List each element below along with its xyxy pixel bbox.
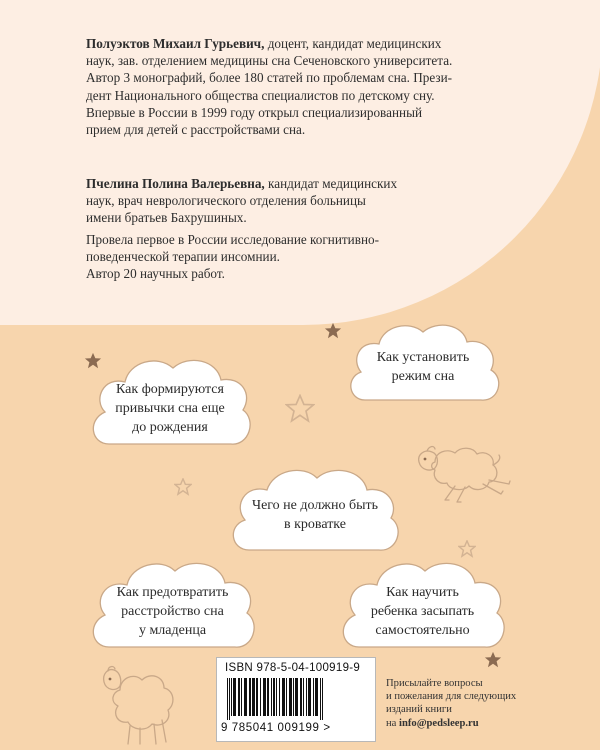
star-icon [174,478,192,496]
sheep-icon [92,664,188,748]
barcode-bar [303,678,304,716]
contact-note [386,677,586,730]
cloud-text-line: ребенка засыпать [370,603,475,619]
contact-email: info@pedsleep.ru [399,717,479,729]
bio-line: прием для детей с расстройствами сна. [86,122,306,138]
bio-line: наук, врач неврологического отделения больницы [86,193,366,209]
bio-line: дент Национального общества специалистов по детскому сну. [86,87,435,103]
barcode-bar [300,678,302,716]
barcode-bar [244,678,247,716]
barcode-bar [306,678,307,716]
barcode-bar [233,678,236,716]
barcode-bar [313,678,314,716]
barcode-digits: 9 785041 009199 [221,722,320,734]
cloud-topic-crib-safety [225,462,405,558]
cloud-text-line: режим сна [391,369,455,384]
cloud-text-line: привычки сна еще [115,400,225,416]
author-bio-1 [86,35,466,138]
barcode-bars [225,678,367,720]
barcode-bar [271,678,272,716]
barcode-bar [256,678,258,716]
barcode-bar [252,678,255,716]
cloud-topic-self-soothing [335,555,510,655]
bio-line: поведенческой терапии инсомнии. [86,248,280,264]
barcode-bar [322,678,323,720]
contact-line: и пожелания для следующих [386,691,517,703]
cloud-text-line: Как предотвратить [116,584,229,600]
barcode-bar [286,678,287,716]
barcode-arrow: > [323,722,331,734]
bio-line: имени братьев Бахрушиных. [86,210,247,226]
barcode-bar [279,678,280,716]
cloud-text-line: в кроватке [284,517,346,532]
barcode-bar [260,678,261,716]
barcode-box [216,657,376,742]
bio-line: Провела первое в России исследование когнитивно- [86,231,380,247]
cloud-text-line: у младенца [138,622,207,638]
author-title-2: кандидат медицинских [264,176,398,191]
barcode-bar [241,678,242,716]
cloud-text-line: Чего не должно быть [251,498,379,513]
barcode-bar [320,678,321,720]
cloud-topic-sleep-schedule [343,318,503,408]
cloud-text-line: Как установить [376,350,470,365]
bio-line: Автор 3 монографий, более 180 статей по проблемам сна. Прези- [86,70,453,86]
barcode-bar [295,678,298,716]
barcode-number [221,722,331,734]
barcode-bar [282,678,285,716]
author-name-1: Полуэктов Михаил Гурьевич, [86,36,265,51]
contact-line: изданий книги [386,704,452,716]
bio-line: наук, зав. отделением медицины сна Сеченовского университета. [86,53,453,69]
barcode-bar [315,678,318,716]
barcode-bar [231,678,232,716]
isbn-text: ISBN 978-5-04-100919-9 [225,662,361,674]
barcode-bar [267,678,269,716]
sheep-icon [405,440,515,510]
star-icon [324,322,342,340]
author-bio-2 [86,175,466,282]
cloud-text-line: Как научить [386,584,459,600]
barcode-bar [238,678,240,716]
cloud-topic-prenatal-habits [85,352,255,452]
contact-email-prefix: на [386,717,400,729]
barcode-bar [276,678,277,716]
cloud-topic-prevent-disorders [85,555,260,655]
barcode-bar [308,678,311,716]
bio-line: Впервые в России в 1999 году открыл специализированный [86,104,422,120]
star-icon [285,394,315,424]
barcode-bar [249,678,251,716]
cloud-text-line: Как формируются [116,381,224,397]
barcode-bar [293,678,294,716]
bio-line: Автор 20 научных работ. [86,266,225,282]
barcode-bar [229,678,230,720]
cloud-text-line: расстройство сна [121,603,224,619]
contact-line: Присылайте вопросы [386,678,483,689]
cloud-text-line: самостоятельно [375,622,470,638]
barcode-bar [227,678,228,720]
author-name-2: Пчелина Полина Валерьевна, [86,176,265,191]
barcode-bar [263,678,266,716]
cloud-text-line: до рождения [132,419,208,435]
barcode-bar [273,678,275,716]
author-title-1: доцент, кандидат медицинских [264,36,442,51]
barcode-bar [289,678,292,716]
